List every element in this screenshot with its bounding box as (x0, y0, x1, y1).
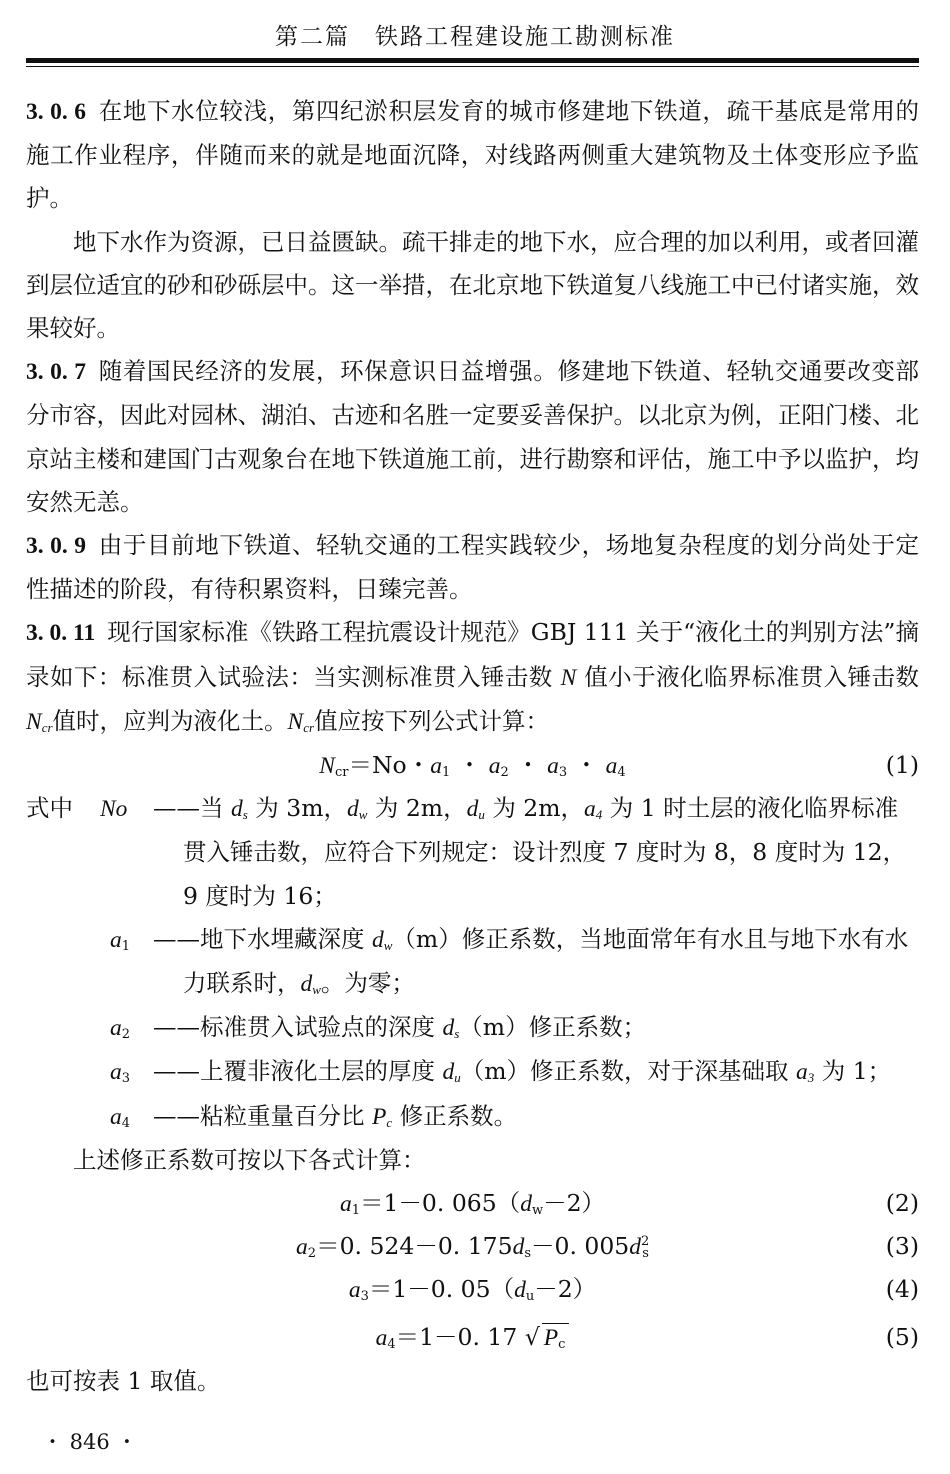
clause-text: 值应按下列公式计算： (314, 706, 550, 735)
symbol-ncr: $N_{cr}$ (26, 708, 53, 735)
term-text: ——当 (153, 794, 231, 823)
symbol-no: No (100, 796, 128, 823)
clause-3-0-6-para2: 地下水作为资源，已日益匮缺。疏干排走的地下水，应合理的加以利用，或者回灌到层位适宜的砂和砂砾层中。这一举措，在北京地下铁道复八线施工中已付诸实施，效果较好。 (26, 227, 919, 343)
where-term-a1 (26, 918, 919, 1006)
clause-3-0-9 (26, 524, 919, 611)
clause-number: 3. 0. 11 (26, 620, 96, 647)
symbol-ds: $d_s$ (442, 1015, 460, 1042)
term-text: ——粘粒重量百分比 (153, 1101, 372, 1130)
term-text: （m）修正系数，对于深基础取 (460, 1057, 796, 1086)
term-text: ——地下水埋藏深度 (153, 924, 372, 953)
term-text: 为 2m， (367, 794, 467, 823)
term-symbol (100, 787, 127, 831)
equation-body: $a_4=1-0$. 17 √ $P_c$ (26, 1316, 919, 1360)
eq-symbol: a (605, 753, 618, 780)
symbol-pc: $P_c$ (371, 1103, 393, 1130)
term-symbol: $a_1$ (110, 926, 131, 954)
where-label: 式中 (26, 794, 73, 823)
clause-text: 随着国民经济的发展，环保意识日益增强。修建地下铁道、轻轨交通要改变部分市容，因此对园林、湖泊、古迹和名胜一定要妥善保护。以北京为例，正阳门楼、北京站主楼和建国门古观象台在地下铁道施工前，进行勘察和评估，施工中予以监护，均安然无恙。 (26, 357, 920, 516)
sqrt-sign: √ (524, 1322, 540, 1351)
equation-5 (26, 1312, 919, 1360)
clause-text: 由于目前地下铁道、轻轨交通的工程实践较少，场地复杂程度的划分尚处于定性描述的阶段，有待积累资料，日臻完善。 (26, 531, 920, 604)
clause-text: 值小于液化临界标准贯入锤击数 (576, 662, 919, 691)
clause-3-0-11 (26, 611, 919, 744)
clause-number: 3. 0. 6 (26, 99, 87, 125)
term-text: 为 2m， (484, 794, 585, 823)
term-symbol: $a_4$ (110, 1103, 131, 1131)
equation-number: (5) (885, 1322, 919, 1351)
equation-body: $a_1=1-0$. $065(d_w-2)$ (339, 1189, 606, 1219)
symbol-a4: $a_4$ (584, 796, 603, 823)
eq-text: －0. 005 (531, 1232, 630, 1261)
term-text: ——标准贯入试验点的深度 (153, 1013, 443, 1042)
where-term-a3 (26, 1050, 919, 1094)
clause-3-0-6 (26, 90, 919, 221)
equation-4 (26, 1268, 919, 1311)
symbol-n: N (560, 664, 577, 691)
closing-line: 也可按表 1 取值。 (26, 1366, 221, 1395)
symbol-dw: $d_w$ (346, 796, 368, 823)
term-text: 。为零； (320, 969, 415, 998)
clause-text: 值时，应判为液化土。 (52, 706, 288, 735)
symbol-du: $d_u$ (466, 796, 485, 823)
equation-number: (2) (885, 1189, 919, 1218)
equation-body: $N_{cr}=No$・$a_1$ ・ $a_2$ ・ $a_3$ ・ $a_4$ (319, 751, 626, 781)
eq-symbol: N (319, 753, 335, 780)
eq-text: －2） (543, 1189, 606, 1218)
symbol-ncr: $N_{cr}$ (287, 708, 315, 735)
term-text: 为 1 时土层的液化临界标准贯入锤击数，应符合下列规定：设计烈度 7 度时为 8，8 度时为 12，9 度时为 16； (183, 794, 907, 910)
header-rule-thick (26, 58, 919, 63)
eq-text: ＝1－0. 05（ (368, 1275, 515, 1304)
term-symbol: $a_3$ (110, 1059, 131, 1087)
equation-number: (4) (885, 1275, 919, 1304)
equation-body: $a_2=0$. 524－0. $175d_s-0$. $005d^2_s$ (296, 1232, 650, 1262)
clause-text: 现行国家标准《铁路工程抗震设计规范》GBJ 111 关于“液化土的判别方法”摘录如下：标准贯入试验法：当实测标准贯入锤击数 (26, 618, 919, 691)
equation-number: (3) (885, 1232, 919, 1261)
eq-subscript: cr (334, 765, 349, 781)
where-term-no (26, 787, 919, 918)
where-term-a4 (26, 1095, 919, 1139)
eq-subscript: 4 (617, 765, 626, 781)
equation-1 (26, 744, 919, 787)
clause-3-0-7 (26, 350, 919, 524)
eq-text: －2） (534, 1275, 597, 1304)
equation-3 (26, 1225, 919, 1268)
header-rule-thin (26, 66, 919, 67)
term-text: （m）修正系数，当地面常年有水且与地下水有水力联系时， (183, 924, 909, 998)
term-symbol: $a_2$ (110, 1015, 131, 1043)
eq-symbol: a (488, 753, 501, 780)
eq-text: ＝1－0. 065（ (359, 1189, 521, 1218)
page-body (26, 90, 919, 1403)
symbol-ds: $d_s$ (230, 796, 248, 823)
page-number: ・ 846 ・ (42, 1430, 138, 1454)
running-header: 第二篇 铁路工程建设施工勘测标准 (275, 24, 675, 50)
sqrt-radicand: $P_c$ (542, 1323, 570, 1351)
symbol-du: $d_u$ (442, 1059, 461, 1086)
term-text: （m）修正系数； (459, 1013, 647, 1042)
eq-subscript: 1 (441, 765, 451, 781)
eq-subscript: 3 (558, 765, 568, 781)
equation-2 (26, 1182, 919, 1225)
clause-number: 3. 0. 9 (26, 533, 87, 560)
symbol-dw: $d_w$ (300, 971, 321, 998)
equation-body: $a_3=1-0$. $05(d_u-2)$ (348, 1275, 597, 1305)
eq-text: ＝0. 524－0. 175 (316, 1232, 513, 1261)
equation-number: (1) (885, 751, 919, 780)
symbol-dw: $d_w$ (371, 926, 393, 953)
symbol-a3: $a_3$ (796, 1059, 815, 1086)
where-term-a2 (26, 1006, 919, 1050)
clause-text: 在地下水位较浅，第四纪淤积层发育的城市修建地下铁道，疏干基底是常用的施工作业程序，伴随而来的就是地面沉降，对线路两侧重大建筑物及土体变形应予监护。 (26, 97, 920, 213)
clause-number: 3. 0. 7 (26, 359, 87, 386)
term-text: 为 1； (814, 1057, 892, 1086)
term-text: 修正系数。 (392, 1101, 518, 1130)
eq-subscript: 2 (500, 765, 509, 781)
eq-symbol: a (430, 753, 442, 780)
calc-intro: 上述修正系数可按以下各式计算： (73, 1145, 426, 1174)
eq-symbol: a (547, 753, 559, 780)
eq-text: ＝No・ (348, 751, 431, 780)
term-text: 为 3m， (247, 794, 347, 823)
eq-text: ＝1－0. 17 (395, 1322, 525, 1351)
term-text: ——上覆非液化土层的厚度 (153, 1057, 443, 1086)
